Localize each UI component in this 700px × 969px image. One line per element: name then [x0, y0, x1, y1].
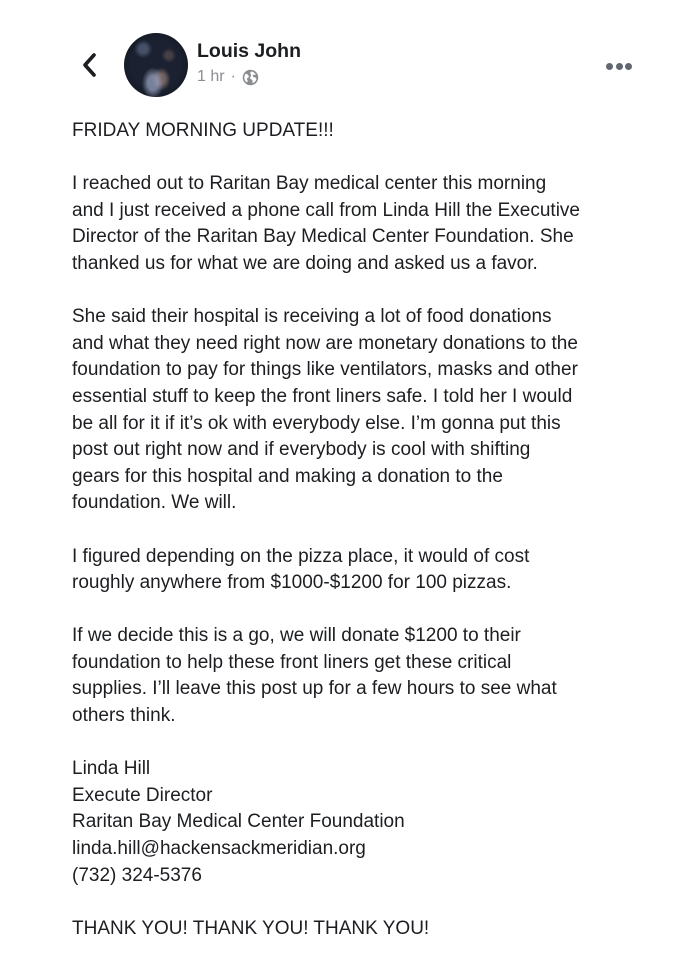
contact-phone[interactable]: (732) 324-5376 — [72, 864, 202, 886]
chevron-left-icon — [78, 50, 102, 80]
text-line: foundation to help these front liners get these critical — [72, 651, 512, 673]
ellipsis-icon — [606, 63, 613, 70]
text-line: Director of the Raritan Bay Medical Center Foundation. She — [72, 226, 574, 248]
author-avatar[interactable] — [124, 33, 188, 97]
post-paragraph — [72, 623, 682, 729]
ellipsis-icon — [616, 63, 623, 70]
back-button[interactable] — [78, 50, 102, 80]
post-paragraph — [72, 544, 682, 597]
more-options-button[interactable] — [606, 58, 638, 72]
text-line: be all for it if it’s ok with everybody else. I’m gonna put this — [72, 412, 561, 434]
post-headline: FRIDAY MORNING UPDATE!!! — [72, 120, 334, 141]
text-line: supplies. I’ll leave this post up for a few hours to see what — [72, 678, 557, 700]
text-line: I figured depending on the pizza place, it would of cost — [72, 545, 530, 567]
contact-organization: Raritan Bay Medical Center Foundation — [72, 811, 405, 833]
globe-icon[interactable] — [242, 69, 259, 86]
post-paragraph — [72, 171, 682, 277]
contact-block — [72, 756, 682, 889]
text-line: others think. — [72, 705, 176, 727]
text-line: and what they need right now are monetary donations to the — [72, 332, 578, 354]
post-timestamp[interactable]: 1 hr — [197, 68, 225, 85]
text-line: post out right now and if everybody is cool with shifting — [72, 439, 531, 461]
text-line: If we decide this is a go, we will donate $1200 to their — [72, 625, 521, 647]
text-line: and I just received a phone call from Linda Hill the Executive — [72, 199, 580, 221]
post-meta — [197, 68, 259, 86]
text-line: gears for this hospital and making a donation to the — [72, 465, 503, 487]
text-line: essential stuff to keep the front liners safe. I told her I would — [72, 385, 573, 407]
post-paragraph — [72, 304, 682, 517]
post-body — [72, 118, 682, 969]
meta-separator: · — [230, 68, 236, 85]
ellipsis-icon — [625, 63, 632, 70]
contact-title: Execute Director — [72, 784, 213, 806]
text-line: foundation. We will. — [72, 492, 237, 514]
text-line: I reached out to Raritan Bay medical center this morning — [72, 173, 547, 195]
text-line: roughly anywhere from $1000-$1200 for 100 pizzas. — [72, 572, 512, 594]
contact-email[interactable]: linda.hill@hackensackmeridian.org — [72, 838, 366, 860]
post-closing: THANK YOU! THANK YOU! THANK YOU! — [72, 917, 430, 939]
text-line: She said their hospital is receiving a lot of food donations — [72, 306, 552, 328]
text-line: thanked us for what we are doing and asked us a favor. — [72, 252, 538, 274]
text-line: foundation to pay for things like ventilators, masks and other — [72, 359, 578, 381]
author-name[interactable]: Louis John — [197, 40, 301, 62]
contact-name: Linda Hill — [72, 758, 151, 780]
